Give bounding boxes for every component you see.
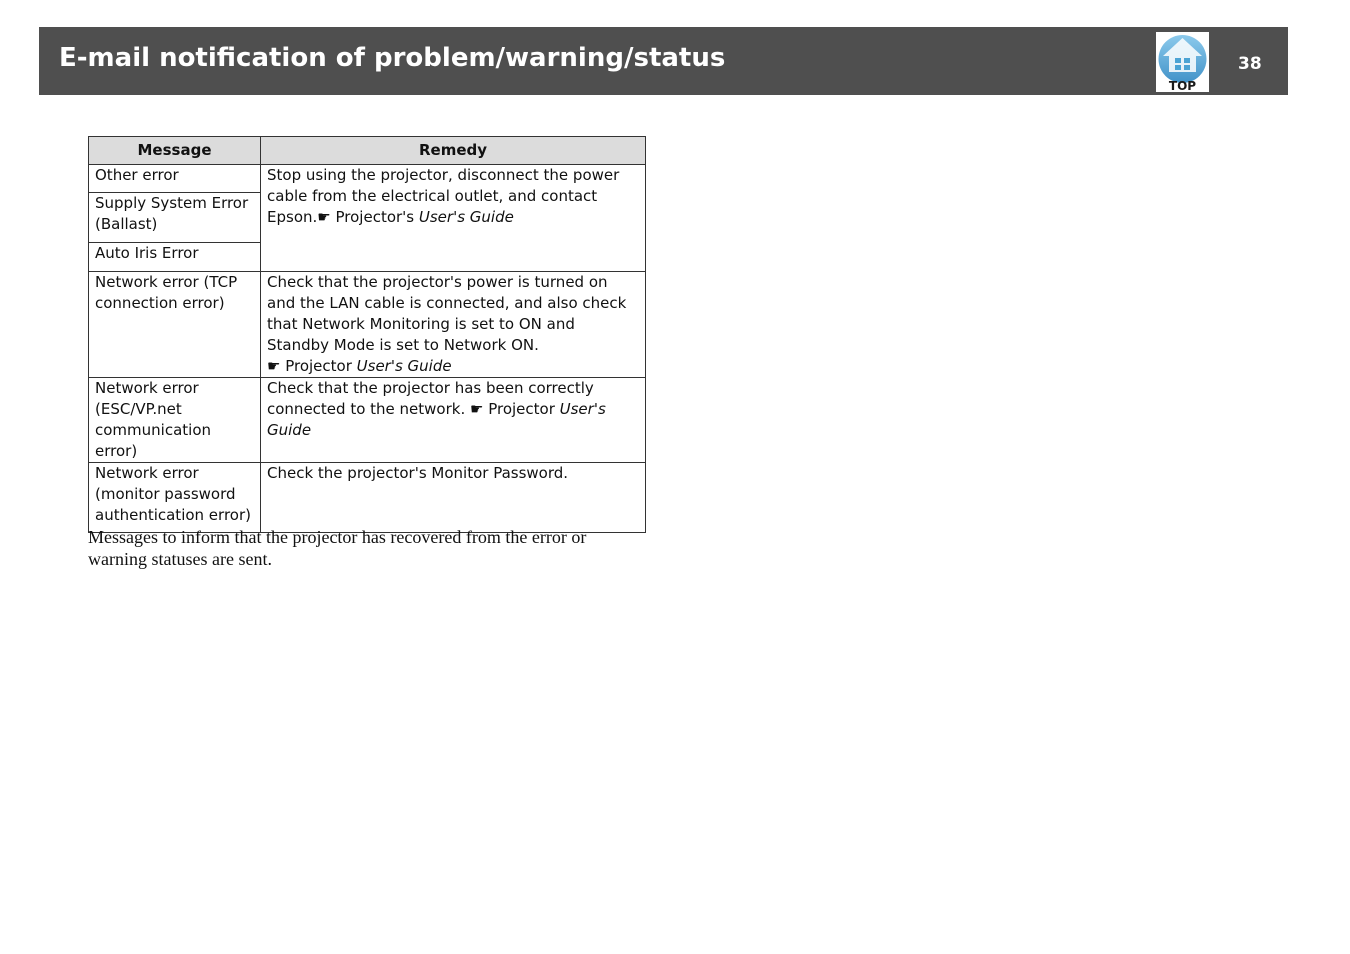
error-message-table [88, 136, 646, 533]
message-cell: Network error (ESC/VP.net communication error) [89, 378, 261, 463]
guide-reference[interactable] [267, 357, 452, 375]
home-top-icon [1156, 32, 1209, 92]
message-cell: Supply System Error (Ballast) [89, 193, 261, 243]
table-row [89, 272, 646, 378]
remedy-cell [261, 272, 646, 378]
message-cell: Network error (monitor password authentication error) [89, 463, 261, 533]
pointing-hand-icon: ☛ [317, 208, 331, 226]
guide-reference[interactable] [317, 208, 514, 226]
page-number: 38 [1238, 54, 1262, 74]
remedy-text: Check the projector's Monitor Password. [267, 464, 569, 482]
remedy-text: Check that the projector has been correctly connected to the network. [267, 379, 594, 418]
table-row [89, 165, 646, 193]
reference-title: User's Guide [418, 208, 514, 226]
page-header [39, 27, 1288, 95]
remedy-cell [261, 378, 646, 463]
table-header-row [89, 137, 646, 165]
message-cell: Auto Iris Error [89, 243, 261, 272]
column-header-message: Message [89, 137, 261, 165]
reference-prefix: Projector [280, 357, 357, 375]
message-cell: Other error [89, 165, 261, 193]
recovery-note: Messages to inform that the projector has recovered from the error or warning statuses are sent. [88, 527, 587, 569]
reference-title: User's Guide [356, 357, 452, 375]
page-title: E-mail notification of problem/warning/status [59, 43, 726, 73]
message-cell: Network error (TCP connection error) [89, 272, 261, 378]
pointing-hand-icon: ☛ [267, 357, 281, 375]
remedy-cell [261, 463, 646, 533]
remedy-text: Check that the projector's power is turned on and the LAN cable is connected, and also check that Network Monitoring is set to ON and Standby Mode is set to Network ON. [267, 273, 627, 354]
top-label: TOP [1168, 79, 1197, 92]
column-header-remedy: Remedy [261, 137, 646, 165]
table-row [89, 463, 646, 533]
table-row [89, 378, 646, 463]
reference-prefix: Projector [483, 400, 560, 418]
pointing-hand-icon: ☛ [469, 400, 484, 418]
remedy-text: Stop using the projector, disconnect the power cable from the electrical outlet, and contact Epson. [267, 166, 620, 226]
remedy-cell [261, 165, 646, 272]
reference-prefix: Projector's [330, 208, 419, 226]
reference-title: User's Guide [267, 400, 606, 439]
top-button[interactable] [1156, 32, 1209, 92]
